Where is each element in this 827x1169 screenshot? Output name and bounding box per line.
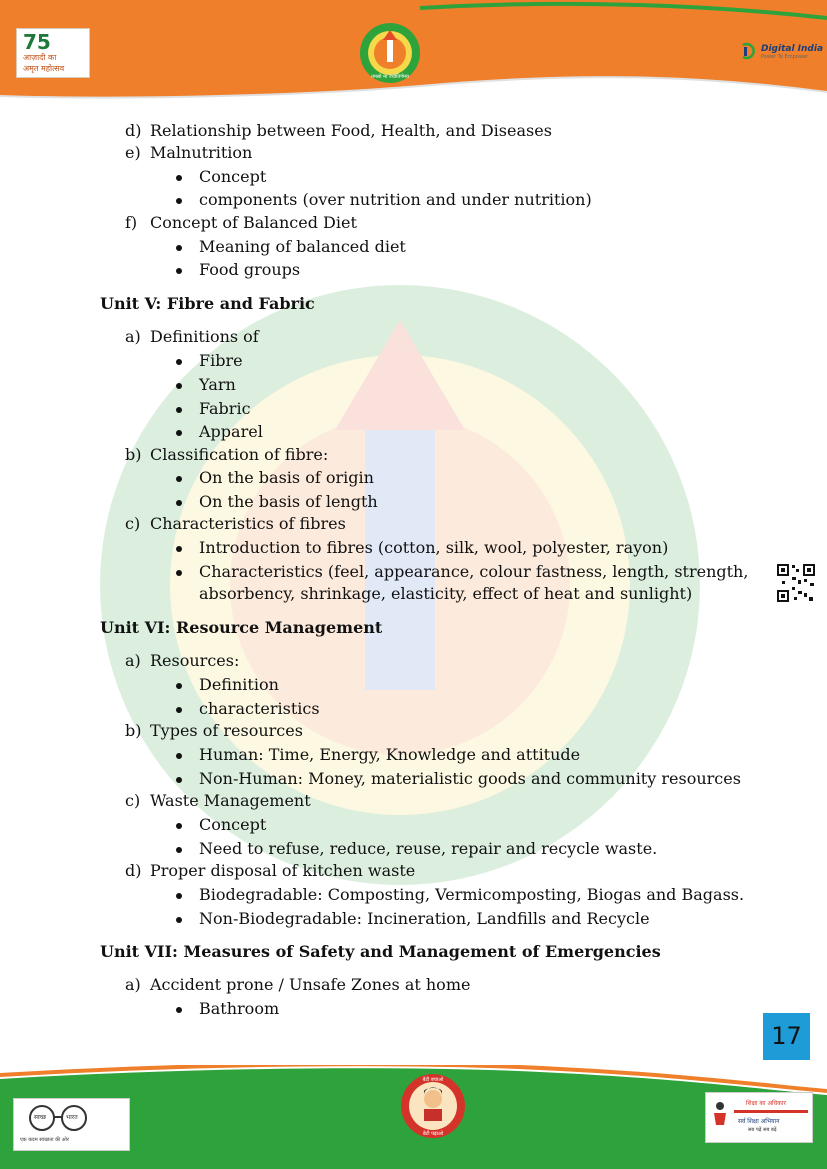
ssa-text: सर्व शिक्षा अभियान <box>738 1118 780 1125</box>
rte-title: शिक्षा का अधिकार <box>746 1100 786 1107</box>
bullet-marker <box>176 198 182 204</box>
bullet-marker <box>176 546 182 552</box>
item-text: Bathroom <box>199 999 280 1018</box>
bullet-marker <box>176 359 182 365</box>
item-text: components (over nutrition and under nutrition) <box>199 190 592 209</box>
bullet-marker <box>176 175 182 181</box>
item-text: Definition <box>199 675 279 694</box>
item-text: Yarn <box>199 375 236 394</box>
swachh-text: स्वच्छ <box>34 1114 47 1121</box>
item-text: Meaning of balanced diet <box>199 237 406 256</box>
bullet-marker <box>176 1007 182 1013</box>
item-text: Classification of fibre: <box>150 445 329 464</box>
bullet-marker <box>176 245 182 251</box>
item-text: Malnutrition <box>150 143 253 162</box>
ssa-tagline: सब पढ़ें सब बढ़ें <box>748 1127 777 1133</box>
emblem-caption: तमसो मा ज्योतिर्गमय <box>371 74 409 80</box>
bullet-marker <box>176 476 182 482</box>
swachh-tagline: एक कदम स्वच्छता की ओर <box>20 1137 69 1143</box>
rte-divider <box>734 1110 808 1113</box>
item-text: characteristics <box>199 699 320 718</box>
list-marker: c) <box>125 514 141 533</box>
item-text: Concept of Balanced Diet <box>150 213 357 232</box>
bullet-marker <box>176 823 182 829</box>
list-marker: b) <box>125 721 142 740</box>
list-marker: d) <box>125 121 142 140</box>
list-marker: d) <box>125 861 142 880</box>
unit-heading: Unit V: Fibre and Fabric <box>100 294 315 313</box>
list-marker: a) <box>125 651 141 670</box>
bullet-marker <box>176 707 182 713</box>
item-text: Concept <box>199 167 267 186</box>
bullet-marker <box>176 917 182 923</box>
bullet-marker <box>176 500 182 506</box>
list-marker: e) <box>125 143 141 162</box>
item-text: Relationship between Food, Health, and Diseases <box>150 121 552 140</box>
bullet-marker <box>176 570 182 576</box>
sarva-shiksha-abhiyan-logo <box>705 1092 813 1143</box>
bullet-marker <box>176 777 182 783</box>
bullet-marker <box>176 847 182 853</box>
bullet-marker <box>176 683 182 689</box>
list-marker: b) <box>125 445 142 464</box>
item-text: Fabric <box>199 399 251 418</box>
item-text: Human: Time, Energy, Knowledge and attitude <box>199 745 581 764</box>
item-text: Need to refuse, reduce, reuse, repair and recycle waste. <box>199 839 658 858</box>
unit-heading: Unit VI: Resource Management <box>100 618 383 637</box>
item-text: Introduction to fibres (cotton, silk, wool, polyester, rayon) <box>199 538 669 557</box>
logo-number: 75 <box>23 30 51 54</box>
digital-india-logo <box>735 38 824 68</box>
beti-bachao-text: बेटी बचाओ <box>422 1077 444 1083</box>
bullet-marker <box>176 407 182 413</box>
item-text: Concept <box>199 815 267 834</box>
item-text: Characteristics (feel, appearance, colour fastness, length, strength, <box>199 562 749 581</box>
item-text: Definitions of <box>150 327 259 346</box>
digital-india-subtitle: Power To Empower <box>761 54 809 60</box>
bullet-marker <box>176 268 182 274</box>
item-text: Characteristics of fibres <box>150 514 346 533</box>
item-text: Types of resources <box>150 721 303 740</box>
item-text: Food groups <box>199 260 301 279</box>
samagra-shiksha-emblem <box>359 22 421 84</box>
item-text: Biodegradable: Composting, Vermicomposting, Biogas and Bagass. <box>199 885 745 904</box>
bullet-marker <box>176 430 182 436</box>
item-text: Proper disposal of kitchen waste <box>150 861 416 880</box>
list-marker: f) <box>125 213 138 232</box>
item-text: absorbency, shrinkage, elasticity, effect of heat and sunlight) <box>199 584 693 603</box>
item-text: Accident prone / Unsafe Zones at home <box>150 975 471 994</box>
qr-code <box>776 563 816 603</box>
logo-text-line-1: आज़ादी का <box>23 53 57 62</box>
digital-india-title: Digital India <box>761 44 824 54</box>
item-text: Waste Management <box>150 791 311 810</box>
bullet-marker <box>176 893 182 899</box>
list-marker: a) <box>125 327 141 346</box>
page-number: 17 <box>763 1013 810 1060</box>
item-text: Non-Biodegradable: Incineration, Landfills and Recycle <box>199 909 650 928</box>
item-text: On the basis of length <box>199 492 378 511</box>
unit-heading: Unit VII: Measures of Safety and Management of Emergencies <box>100 942 661 961</box>
logo-text-line-2: अमृत महोत्सव <box>23 64 65 73</box>
azadi-ka-amrit-mahotsav-logo <box>16 28 90 78</box>
list-marker: c) <box>125 791 141 810</box>
item-text: Non-Human: Money, materialistic goods and community resources <box>199 769 741 788</box>
item-text: Fibre <box>199 351 243 370</box>
item-text: Resources: <box>150 651 240 670</box>
bharat-text: भारत <box>66 1114 78 1121</box>
beti-padhao-text: बेटी पढ़ाओ <box>422 1131 444 1137</box>
beti-bachao-logo <box>400 1073 466 1139</box>
item-text: Apparel <box>199 422 263 441</box>
children-icon <box>710 1101 730 1127</box>
digital-india-icon <box>735 38 759 64</box>
bullet-marker <box>176 753 182 759</box>
item-text: On the basis of origin <box>199 468 374 487</box>
list-marker: a) <box>125 975 141 994</box>
bullet-marker <box>176 383 182 389</box>
swachh-bharat-logo <box>13 1098 130 1151</box>
